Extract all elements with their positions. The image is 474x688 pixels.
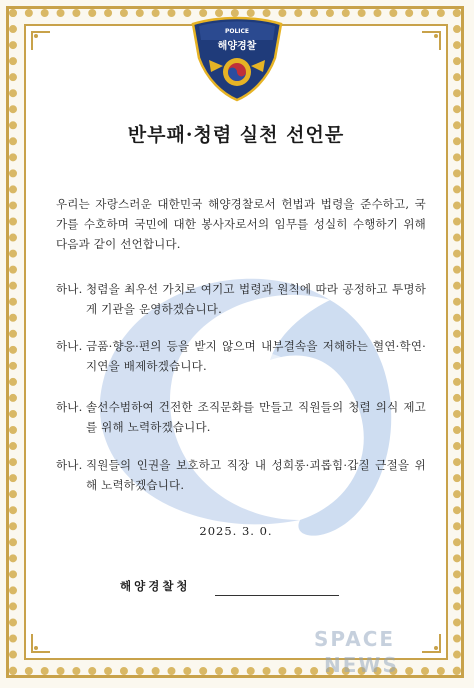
pledge-item <box>56 455 426 495</box>
organization-name: 해양경찰청 <box>120 579 191 593</box>
emblem-main-text: 해양경찰 <box>217 41 257 52</box>
page-title: 반부패·청렴 실천 선언문 <box>127 124 345 146</box>
watermark-line2: NEWS <box>324 653 399 677</box>
pledge-bullet: 하나. <box>56 339 83 353</box>
declaration-date: 2025. 3. 0. <box>199 524 273 538</box>
pledge-item <box>56 397 426 437</box>
pledge-bullet: 하나. <box>56 458 83 472</box>
pledge-bullet: 하나. <box>56 282 83 296</box>
pledge-item <box>56 336 426 376</box>
space-news-watermark-icon <box>310 624 460 680</box>
emblem-top-text: POLICE <box>224 28 250 35</box>
pledge-bullet: 하나. <box>56 400 83 414</box>
pledge-text: 청렴을 최우선 가치로 여기고 법령과 원칙에 따라 공정하고 투명하게 기관을 운영하겠습니다. <box>86 282 426 316</box>
watermark-line1: SPACE <box>314 627 396 651</box>
pledge-text: 솔선수범하여 건전한 조직문화를 만들고 직원들의 청렴 의식 제고를 위해 노력하겠습니다. <box>86 400 426 434</box>
pledge-item <box>56 279 426 319</box>
signature-line <box>215 595 339 596</box>
coast-guard-emblem-icon <box>189 14 285 102</box>
pledge-text: 직원들의 인권을 보호하고 직장 내 성희롱·괴롭힘·갑질 근절을 위해 노력하겠습니다. <box>86 458 426 492</box>
intro-paragraph: 우리는 자랑스러운 대한민국 해양경찰로서 헌법과 법령을 준수하고, 국가를 수호하며 국민에 대한 봉사자로서의 임무를 성실히 수행하기 위해 다음과 같이 선언합니다. <box>56 197 426 251</box>
pledge-text: 금품·향응·편의 등을 받지 않으며 내부결속을 저해하는 혈연·학연·지연을 배제하겠습니다. <box>86 339 426 373</box>
